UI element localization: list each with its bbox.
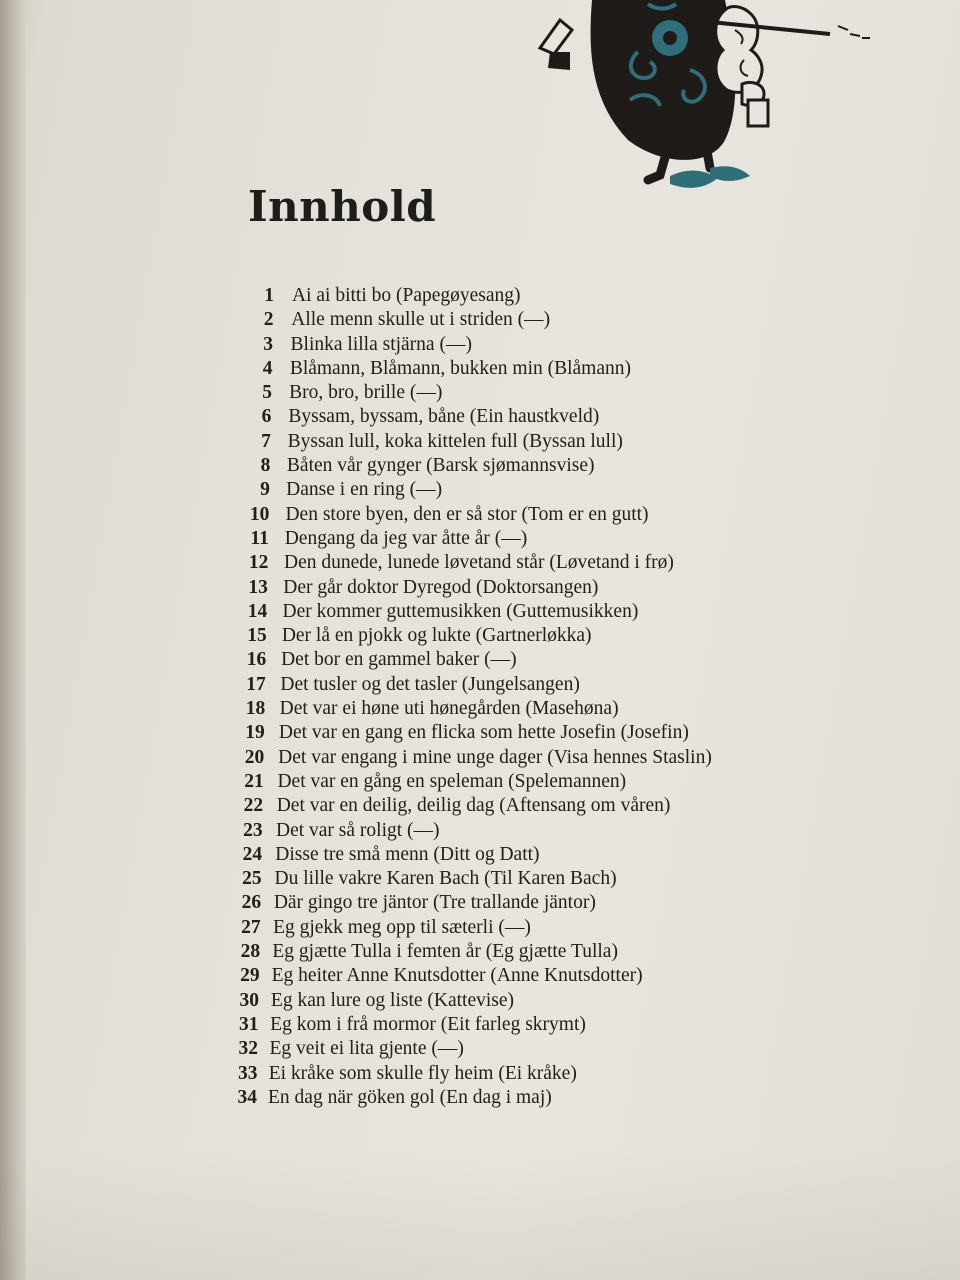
toc-entry-title: Det var en gång en speleman (Spelemannen) [277,770,627,792]
page-title: Innhold [248,182,437,231]
toc-entry-title: Det var ei høne uti hønegården (Masehøna) [279,698,619,720]
toc-entry [0,940,960,964]
toc-entry [0,478,960,502]
toc-entry [0,794,960,818]
toc-entry-number: 1 [264,285,274,306]
toc-entry [0,284,960,308]
toc-entry-title: Dengang da jeg var åtte år (—) [284,527,528,549]
toc-entry-title: Det bor en gammel baker (—) [281,649,517,671]
toc-entry-title: Det tusler og det tasler (Jungelsangen) [280,673,580,695]
toc-entry [0,746,960,770]
toc-entry-number: 34 [237,1086,257,1108]
toc-entry-title: Eg gjekk meg opp til sæterli (—) [273,916,531,938]
toc-entry-number: 23 [243,819,263,841]
toc-entry [0,648,960,672]
toc-entry-number: 11 [250,527,269,549]
toc-entry [0,1013,960,1037]
toc-entry-title: Eg veit ei lita gjente (—) [269,1038,464,1060]
toc-entry-number: 24 [242,843,263,865]
toc-entry-number: 32 [238,1038,259,1060]
toc-entry-number: 13 [248,576,268,598]
toc-entry-number: 20 [244,746,265,768]
toc-entry-number: 6 [261,406,272,428]
toc-entry [0,697,960,721]
toc-entry [0,916,960,940]
toc-entry-title: En dag när göken gol (En dag i maj) [268,1086,552,1108]
toc-entry-title: Det var en deilig, deilig dag (Aftensang om våren) [276,795,671,817]
toc-entry-title: Båten vår gynger (Barsk sjømannsvise) [286,455,595,477]
fiddler-illustration [520,0,900,210]
toc-entry-number: 2 [263,309,274,331]
toc-entry [0,333,960,357]
toc-entry [0,503,960,527]
toc-entry-title: Bro, bro, brille (—) [289,382,443,404]
page-shadow [0,1150,960,1280]
toc-entry [0,454,960,478]
toc-entry-number: 9 [260,479,270,501]
toc-entry-title: Der lå en pjokk og lukte (Gartnerløkka) [281,625,592,647]
toc-entry [0,1062,960,1086]
toc-entry-number: 22 [243,795,264,817]
toc-entry [0,624,960,648]
toc-entry-title: Der går doktor Dyregod (Doktorsangen) [283,576,599,598]
toc-entry [0,770,960,794]
toc-entry-title: Du lille vakre Karen Bach (Til Karen Bach) [274,868,617,890]
toc-entry-number: 10 [249,503,270,525]
toc-entry-title: Det var engang i mine unge dager (Visa hennes Staslin) [278,746,712,768]
toc-entry-title: Ei kråke som skulle fly heim (Ei kråke) [268,1062,577,1084]
toc-entry-number: 31 [239,1013,259,1035]
toc-entry-number: 33 [238,1062,258,1084]
toc-entry-number: 4 [262,357,273,379]
toc-entry-number: 7 [261,430,271,452]
toc-entry [0,1086,960,1110]
toc-entry-number: 30 [239,989,260,1011]
toc-entry-number: 19 [245,722,265,744]
toc-entry-title: Eg heiter Anne Knutsdotter (Anne Knutsdotter) [271,965,643,987]
toc-entry-title: Det var en gang en flicka som hette Josefin (Josefin) [278,722,689,744]
toc-entry-number: 16 [246,649,267,671]
toc-entry-number: 17 [246,673,266,695]
toc-entry [0,308,960,332]
toc-entry [0,867,960,891]
toc-entry [0,600,960,624]
toc-entry-title: Den dunede, lunede løvetand står (Løvetand i frø) [284,552,674,574]
toc-entry-title: Ai ai bitti bo (Papegøyesang) [292,285,521,306]
table-of-contents [0,284,960,1110]
toc-entry-title: Det var så roligt (—) [276,819,440,841]
toc-entry-title: Der kommer guttemusikken (Guttemusikken) [282,600,639,622]
toc-entry-title: Eg kom i frå mormor (Eit farleg skrymt) [270,1013,586,1035]
toc-entry-number: 28 [240,941,261,963]
toc-entry-title: Eg kan lure og liste (Kattevise) [270,989,515,1011]
toc-entry-title: Blinka lilla stjärna (—) [290,333,472,355]
toc-entry [0,527,960,551]
toc-entry-number: 12 [248,552,269,574]
toc-entry-number: 18 [245,698,266,720]
toc-entry [0,357,960,381]
toc-entry-title: Byssam, byssam, båne (Ein haustkveld) [288,406,600,428]
toc-entry-number: 3 [263,333,273,355]
toc-entry-number: 25 [242,868,262,890]
toc-entry [0,430,960,454]
toc-entry-title: Den store byen, den er så stor (Tom er en gutt) [285,503,649,525]
toc-entry-number: 26 [241,892,262,914]
toc-entry [0,1037,960,1061]
toc-entry-number: 5 [262,382,272,404]
toc-entry-title: Blåmann, Blåmann, bukken min (Blåmann) [289,357,631,379]
toc-entry [0,819,960,843]
toc-entry-title: Danse i en ring (—) [286,479,443,501]
toc-entry [0,964,960,988]
toc-entry-number: 29 [240,965,260,987]
toc-entry [0,576,960,600]
toc-entry-title: Byssan lull, koka kittelen full (Byssan lull) [287,430,623,452]
toc-entry [0,989,960,1013]
toc-entry-title: Disse tre små menn (Ditt og Datt) [275,843,540,865]
toc-entry-number: 8 [260,455,271,477]
toc-entry [0,673,960,697]
toc-entry [0,891,960,915]
toc-entry [0,843,960,867]
toc-entry-number: 15 [247,625,267,647]
toc-entry-title: Eg gjætte Tulla i femten år (Eg gjætte Tulla) [272,941,618,963]
toc-entry-title: Där gingo tre jäntor (Tre trallande jäntor) [273,892,596,914]
toc-entry-number: 27 [241,916,261,938]
toc-entry [0,551,960,575]
toc-entry [0,405,960,429]
toc-entry [0,721,960,745]
toc-entry-number: 21 [244,770,264,792]
toc-entry-title: Alle menn skulle ut i striden (—) [291,309,551,331]
toc-entry [0,381,960,405]
toc-entry-number: 14 [247,600,268,622]
